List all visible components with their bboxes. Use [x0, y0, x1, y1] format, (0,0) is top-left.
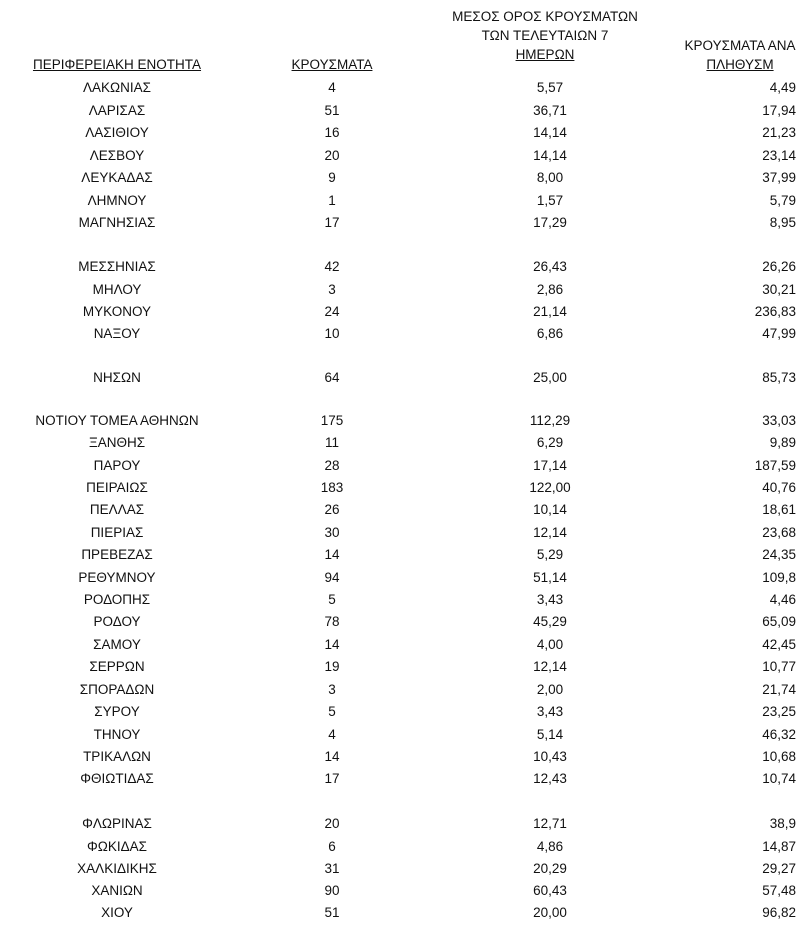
cases-value: 16	[324, 125, 340, 140]
table-row	[0, 145, 800, 167]
table-row	[0, 77, 800, 99]
region-name: ΝΑΞΟΥ	[93, 326, 141, 341]
cases-value: 30	[324, 525, 340, 540]
table-row	[0, 768, 800, 790]
cases-per-population-value: 24,35	[762, 547, 796, 562]
region-name: ΜΗΛΟΥ	[92, 282, 142, 297]
region-name: ΤΗΝΟΥ	[93, 727, 141, 742]
cases-per-population-value: 96,82	[762, 905, 796, 920]
seven-day-average-value: 6,86	[536, 326, 564, 341]
seven-day-average-value: 51,14	[533, 570, 567, 585]
cases-per-population-value: 40,76	[762, 480, 796, 495]
region-name: ΛΕΣΒΟΥ	[89, 148, 145, 163]
cases-per-population-value: 42,45	[762, 637, 796, 652]
cases-per-population-value: 47,99	[762, 326, 796, 341]
table-row	[0, 589, 800, 611]
table-row	[0, 701, 800, 723]
seven-day-average-value: 1,57	[536, 193, 564, 208]
table-row	[0, 367, 800, 389]
region-name: ΧΙΟΥ	[101, 905, 133, 920]
header-average-line2: ΤΩΝ ΤΕΛΕΥΤΑΙΩΝ 7	[481, 28, 609, 43]
seven-day-average-value: 5,29	[536, 547, 564, 562]
seven-day-average-value: 4,86	[536, 839, 564, 854]
region-name: ΜΕΣΣΗΝΙΑΣ	[78, 259, 156, 274]
seven-day-average-value: 2,00	[536, 682, 564, 697]
seven-day-average-value: 21,14	[533, 304, 567, 319]
cases-per-population-value: 4,46	[769, 592, 796, 607]
table-row	[0, 279, 800, 301]
table-row	[0, 167, 800, 189]
seven-day-average-value: 20,00	[533, 905, 567, 920]
region-name: ΦΛΩΡΙΝΑΣ	[82, 816, 152, 831]
region-name: ΡΟΔΟΥ	[93, 614, 141, 629]
region-name: ΛΑΡΙΣΑΣ	[88, 103, 146, 118]
cases-per-population-value: 65,09	[762, 614, 796, 629]
table-row	[0, 679, 800, 701]
cases-per-population-value: 10,68	[762, 749, 796, 764]
cases-value: 20	[324, 816, 340, 831]
region-name: ΣΠΟΡΑΔΩΝ	[79, 682, 155, 697]
table-row	[0, 323, 800, 345]
cases-value: 14	[324, 547, 340, 562]
seven-day-average-value: 112,29	[529, 413, 571, 428]
cases-per-population-value: 33,03	[762, 413, 796, 428]
cases-per-population-value: 46,32	[762, 727, 796, 742]
region-name: ΠΕΛΛΑΣ	[89, 502, 145, 517]
region-name: ΛΕΥΚΑΔΑΣ	[81, 170, 153, 185]
seven-day-average-value: 2,86	[536, 282, 564, 297]
header-average-line1: ΜΕΣΟΣ ΟΡΟΣ ΚΡΟΥΣΜΑΤΩΝ	[452, 9, 638, 24]
table-row	[0, 301, 800, 323]
table-row	[0, 522, 800, 544]
table-row	[0, 410, 800, 432]
cases-value: 17	[324, 215, 340, 230]
cases-value: 24	[324, 304, 340, 319]
region-name: ΜΥΚΟΝΟΥ	[82, 304, 152, 319]
region-name: ΣΕΡΡΩΝ	[89, 659, 145, 674]
cases-value: 31	[324, 861, 340, 876]
table-row	[0, 544, 800, 566]
region-name: ΤΡΙΚΑΛΩΝ	[83, 749, 151, 764]
region-name: ΧΑΛΚΙΔΙΚΗΣ	[77, 861, 157, 876]
cases-per-population-value: 18,61	[762, 502, 796, 517]
region-name: ΡΟΔΟΠΗΣ	[83, 592, 151, 607]
seven-day-average-value: 25,00	[533, 370, 567, 385]
cases-per-population-value: 14,87	[762, 839, 796, 854]
seven-day-average-value: 36,71	[533, 103, 567, 118]
header-per-population-line1: ΚΡΟΥΣΜΑΤΑ ΑΝΑ	[684, 38, 796, 53]
region-name: ΝΟΤΙΟΥ ΤΟΜΕΑ ΑΘΗΝΩΝ	[35, 413, 199, 428]
cases-value: 64	[324, 370, 340, 385]
cases-per-population-value: 57,48	[762, 883, 796, 898]
cases-per-population-value: 109,8	[762, 570, 796, 585]
table-row	[0, 122, 800, 144]
cases-value: 42	[324, 259, 340, 274]
cases-per-population-value: 10,77	[762, 659, 796, 674]
table-row	[0, 858, 800, 880]
cases-value: 19	[324, 659, 340, 674]
region-name: ΠΙΕΡΙΑΣ	[90, 525, 144, 540]
seven-day-average-value: 20,29	[533, 861, 567, 876]
seven-day-average-value: 6,29	[536, 435, 564, 450]
table-row	[0, 902, 800, 924]
table-row	[0, 190, 800, 212]
table-row	[0, 880, 800, 902]
seven-day-average-value: 12,14	[533, 659, 567, 674]
cases-per-population-value: 8,95	[769, 215, 796, 230]
seven-day-average-value: 3,43	[536, 704, 564, 719]
region-name: ΡΕΘΥΜΝΟΥ	[78, 570, 156, 585]
seven-day-average-value: 8,00	[536, 170, 564, 185]
region-name: ΣΥΡΟΥ	[94, 704, 140, 719]
cases-per-population-value: 23,25	[762, 704, 796, 719]
seven-day-average-value: 12,43	[533, 771, 567, 786]
cases-per-population-value: 5,79	[769, 193, 796, 208]
cases-value: 9	[328, 170, 336, 185]
region-name: ΧΑΝΙΩΝ	[91, 883, 143, 898]
cases-value: 51	[324, 905, 340, 920]
table-row	[0, 746, 800, 768]
seven-day-average-value: 60,43	[533, 883, 567, 898]
cases-value: 3	[328, 682, 336, 697]
cases-per-population-value: 37,99	[762, 170, 796, 185]
region-name: ΠΕΙΡΑΙΩΣ	[86, 480, 148, 495]
cases-value: 78	[324, 614, 340, 629]
cases-value: 28	[324, 458, 340, 473]
table-row	[0, 836, 800, 858]
header-region-label: ΠΕΡΙΦΕΡΕΙΑΚΗ ΕΝΟΤΗΤΑ	[32, 57, 202, 72]
cases-value: 94	[324, 570, 340, 585]
cases-value: 26	[324, 502, 340, 517]
region-name: ΣΑΜΟΥ	[93, 637, 141, 652]
cases-value: 90	[324, 883, 340, 898]
cases-value: 3	[328, 282, 336, 297]
cases-per-population-value: 4,49	[769, 80, 796, 95]
seven-day-average-value: 14,14	[533, 125, 567, 140]
table-row	[0, 477, 800, 499]
region-name: ΝΗΣΩΝ	[93, 370, 141, 385]
cases-value: 20	[324, 148, 340, 163]
seven-day-average-value: 10,43	[533, 749, 567, 764]
region-name: ΠΑΡΟΥ	[93, 458, 141, 473]
region-name: ΛΑΣΙΘΙΟΥ	[85, 125, 149, 140]
seven-day-average-value: 14,14	[533, 148, 567, 163]
table-row	[0, 567, 800, 589]
seven-day-average-value: 10,14	[533, 502, 567, 517]
table-row	[0, 100, 800, 122]
table-row	[0, 656, 800, 678]
region-name: ΛΑΚΩΝΙΑΣ	[83, 80, 151, 95]
seven-day-average-value: 5,14	[536, 727, 564, 742]
cases-per-population-value: 21,74	[762, 682, 796, 697]
cases-per-population-value: 21,23	[762, 125, 796, 140]
seven-day-average-value: 3,43	[536, 592, 564, 607]
region-name: ΠΡΕΒΕΖΑΣ	[81, 547, 153, 562]
cases-per-population-value: 236,83	[754, 304, 796, 319]
seven-day-average-value: 4,00	[536, 637, 564, 652]
region-name: ΞΑΝΘΗΣ	[88, 435, 146, 450]
cases-value: 5	[328, 592, 336, 607]
header-cases-label: ΚΡΟΥΣΜΑΤΑ	[291, 57, 373, 72]
cases-value: 5	[328, 704, 336, 719]
seven-day-average-value: 12,14	[533, 525, 567, 540]
cases-per-population-value: 17,94	[762, 103, 796, 118]
cases-value: 1	[328, 193, 336, 208]
region-name: ΦΘΙΩΤΙΔΑΣ	[80, 771, 154, 786]
cases-per-population-value: 23,14	[762, 148, 796, 163]
cases-value: 14	[324, 637, 340, 652]
cases-per-population-value: 29,27	[762, 861, 796, 876]
cases-per-population-value: 26,26	[762, 259, 796, 274]
cases-per-population-value: 23,68	[762, 525, 796, 540]
table-row	[0, 611, 800, 633]
cases-value: 4	[328, 80, 336, 95]
cases-per-population-value: 10,74	[762, 771, 796, 786]
table-row	[0, 212, 800, 234]
table-row	[0, 499, 800, 521]
cases-per-population-value: 9,89	[769, 435, 796, 450]
cases-per-population-value: 30,21	[762, 282, 796, 297]
header-average-line3: ΗΜΕΡΩΝ	[515, 47, 575, 62]
seven-day-average-value: 122,00	[529, 480, 571, 495]
cases-per-population-value: 85,73	[762, 370, 796, 385]
seven-day-average-value: 17,29	[533, 215, 567, 230]
cases-per-population-value: 187,59	[754, 458, 796, 473]
cases-value: 14	[324, 749, 340, 764]
header-per-population-line2: ΠΛΗΘΥΣΜ	[706, 57, 774, 72]
table-row	[0, 634, 800, 656]
region-name: ΛΗΜΝΟΥ	[87, 193, 147, 208]
region-name: ΜΑΓΝΗΣΙΑΣ	[78, 215, 156, 230]
seven-day-average-value: 26,43	[533, 259, 567, 274]
cases-per-population-value: 38,9	[769, 816, 796, 831]
seven-day-average-value: 45,29	[533, 614, 567, 629]
table-row	[0, 256, 800, 278]
table-row	[0, 813, 800, 835]
table-row	[0, 432, 800, 454]
cases-value: 183	[320, 480, 344, 495]
table-row	[0, 455, 800, 477]
cases-value: 6	[328, 839, 336, 854]
table-row	[0, 724, 800, 746]
cases-value: 51	[324, 103, 340, 118]
cases-value: 4	[328, 727, 336, 742]
cases-value: 17	[324, 771, 340, 786]
seven-day-average-value: 5,57	[536, 80, 564, 95]
cases-value: 11	[324, 435, 339, 450]
region-name: ΦΩΚΙΔΑΣ	[87, 839, 147, 854]
seven-day-average-value: 12,71	[533, 816, 567, 831]
cases-value: 10	[324, 326, 340, 341]
cases-value: 175	[320, 413, 344, 428]
seven-day-average-value: 17,14	[533, 458, 567, 473]
